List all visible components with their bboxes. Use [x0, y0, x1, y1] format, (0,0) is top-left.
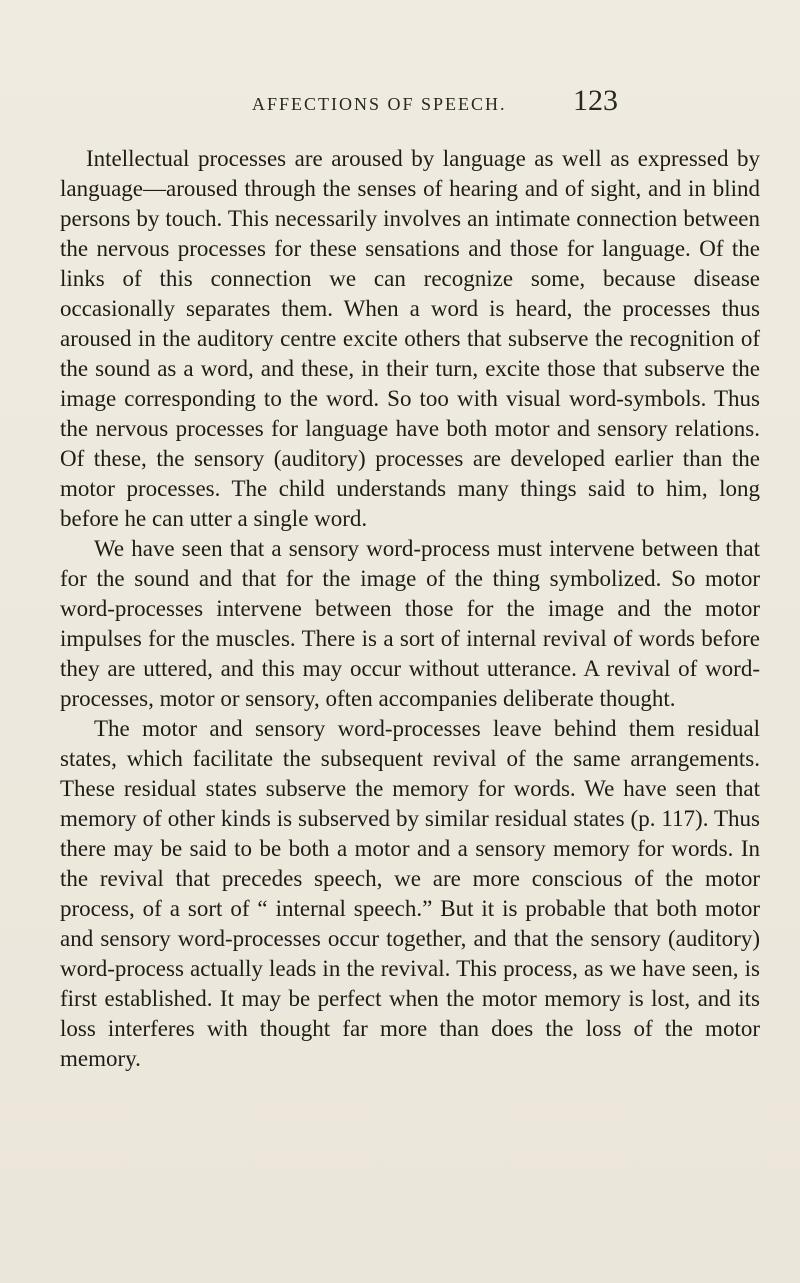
paragraph-3: The motor and sensory word-processes leave behind them residual states, which facilitate the subsequent revival of the same arrangements. These residual states subserve the memory for words. We have seen that memory of other kinds is subserved by similar residual states (p. 117). Thus there may be said to be both a motor and a sensory memory for words. In the revival that precedes speech, we are more conscious of the motor process, of a sort of “ internal speech.” But it is probable that both motor and sensory word-processes occur together, and that the sensory (auditory) word-process actually leads in the revival. This process, as we have seen, is first established. It may be perfect when the motor memory is lost, and its loss interferes with thought far more than does the loss of the motor memory.	[60, 716, 760, 1071]
page-header	[0, 84, 800, 124]
running-head: AFFECTIONS OF SPEECH.	[252, 94, 507, 114]
page-number: 123	[573, 84, 618, 117]
body-text	[60, 144, 760, 1074]
paragraph-2: We have seen that a sensory word-process must intervene between that for the sound and that for the image of the thing symbolized. So motor word-processes intervene between those for the image and the motor impulses for the muscles. There is a sort of internal revival of words before they are uttered, and this may occur without utterance. A revival of word-processes, motor or sensory, often accompanies deliberate thought.	[60, 536, 760, 711]
paragraph-1: Intellectual processes are aroused by language as well as expressed by language—aroused through the senses of hearing and of sight, and in blind persons by touch. This necessarily involves an intimate connection between the nervous processes for these sensations and those for language. Of the links of this connection we can recognize some, because disease occasionally separates them. When a word is heard, the processes thus aroused in the auditory centre excite others that subserve the recognition of the sound as a word, and these, in their turn, excite those that subserve the image corresponding to the word. So too with visual word-symbols. Thus the nervous processes for language have both motor and sensory relations. Of these, the sensory (auditory) processes are developed earlier than the motor processes. The child understands many things said to him, long before he can utter a single word.	[60, 146, 760, 531]
